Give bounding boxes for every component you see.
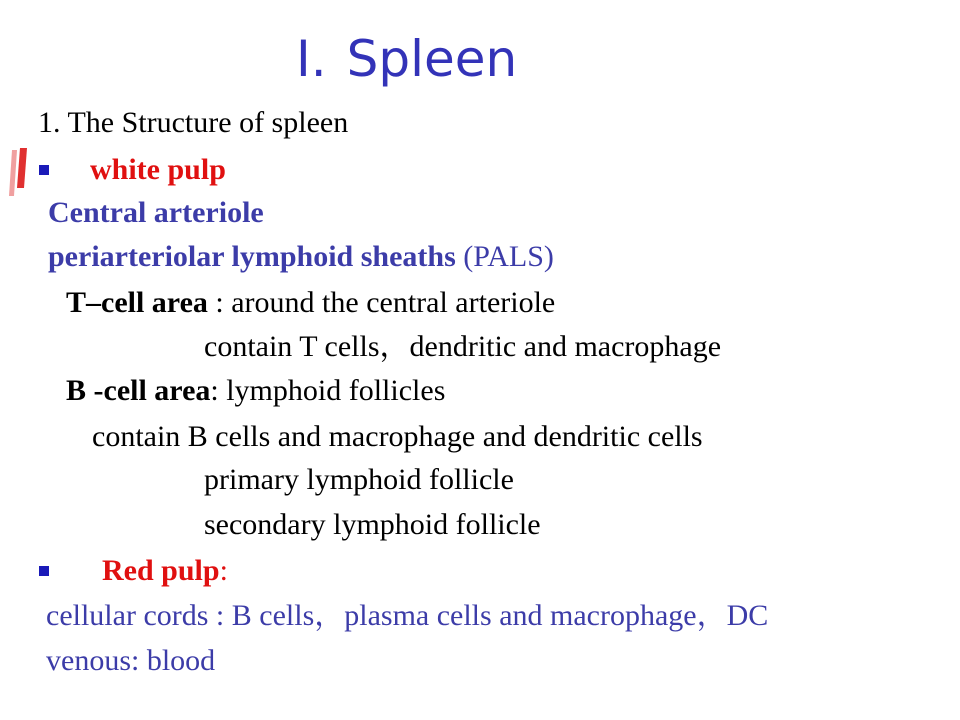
red-pulp-heading-line: [102, 556, 228, 586]
central-arteriole: Central arteriole: [48, 196, 264, 229]
pals-line: [48, 242, 554, 272]
title-text: Spleen: [346, 30, 518, 88]
red-pulp-heading: Red pulp: [102, 554, 220, 587]
b-cell-description: : lymphoid follicles: [210, 374, 446, 407]
pals-abbrev: (PALS): [455, 240, 554, 273]
section-subtitle: 1. The Structure of spleen: [38, 106, 349, 139]
pals-term: periarteriolar lymphoid sheaths: [48, 240, 456, 273]
decorative-accent-bars: [0, 148, 40, 198]
t-cell-line: [66, 288, 555, 318]
cellular-cords: cellular cords : B cells，plasma cells and macrophage，DC: [46, 599, 769, 632]
primary-follicle: primary lymphoid follicle: [204, 463, 514, 496]
red-pulp-colon: :: [219, 554, 228, 587]
b-cell-line: [66, 376, 445, 406]
t-cell-label: T–cell area: [66, 286, 208, 319]
bullet-square-icon: [39, 165, 49, 175]
t-cell-description: : around the central arteriole: [207, 286, 556, 319]
title-number: I.: [296, 30, 327, 88]
slide-title: [296, 30, 518, 88]
t-cell-contain: contain T cells，dendritic and macrophage: [204, 330, 722, 363]
white-pulp-heading: white pulp: [90, 153, 226, 186]
b-cell-label: B -cell area: [66, 374, 211, 407]
venous-blood: venous: blood: [46, 644, 216, 677]
secondary-follicle: secondary lymphoid follicle: [204, 508, 541, 541]
b-cell-contain: contain B cells and macrophage and dendritic cells: [92, 420, 703, 453]
bullet-square-icon: [39, 566, 49, 576]
